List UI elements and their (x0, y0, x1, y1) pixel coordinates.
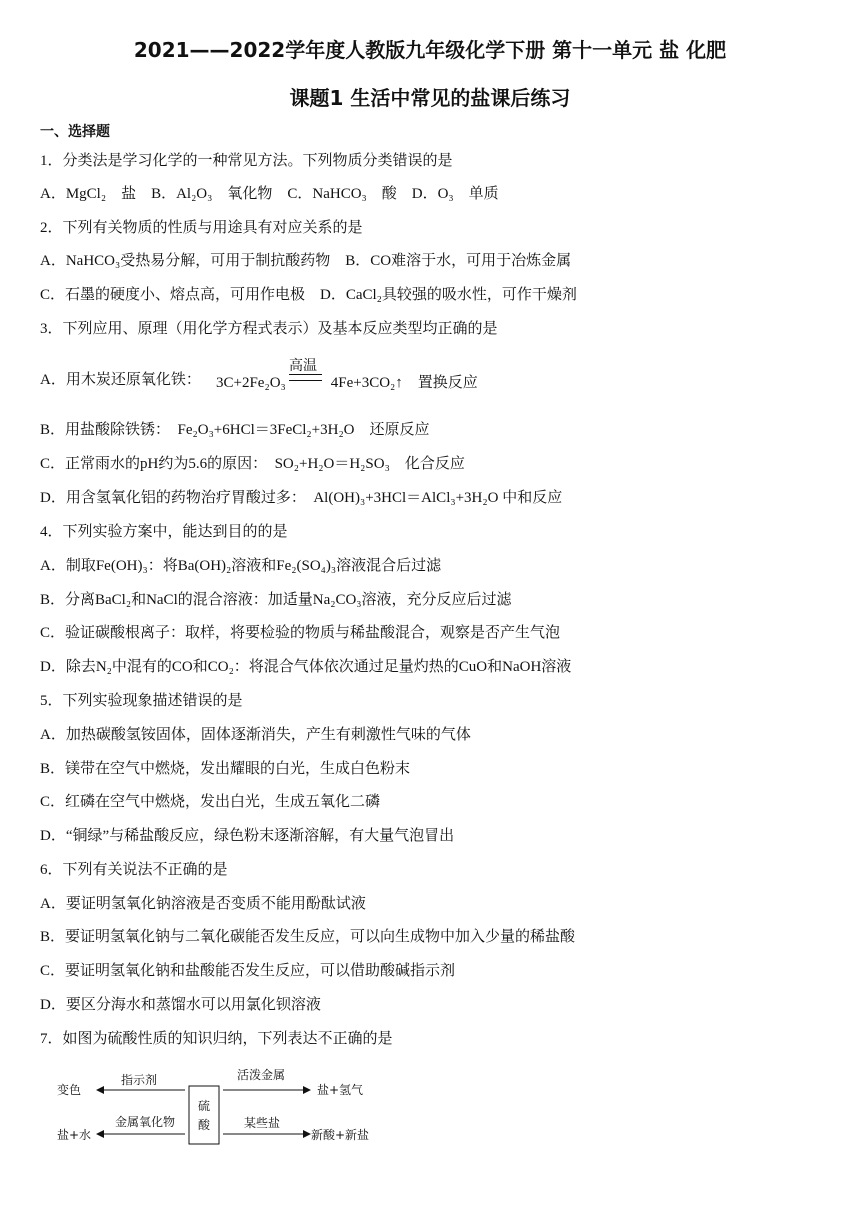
label-active-metal: 活泼金属 (236, 1068, 286, 1082)
q5-stem: 5．下列实验现象描述错误的是 (40, 693, 243, 709)
q3-option-a-equation: 3C+2Fe₂O₃ 4Fe+3CO₂↑ 置换反应 (216, 375, 478, 391)
result-color-change: 变色 (57, 1083, 82, 1097)
q6-stem: 6．下列有关说法不正确的是 (40, 862, 228, 878)
q2-stem: 2．下列有关物质的性质与用途具有对应关系的是 (40, 220, 363, 236)
q1-stem: 1．分类法是学习化学的一种常见方法。下列物质分类错误的是 (40, 153, 453, 169)
label-indicator: 指示剂 (120, 1073, 158, 1087)
q2-options-cd: C．石墨的硬度小、熔点高，可用作电极 D．CaCl₂具较强的吸水性，可作干燥剂 (40, 287, 577, 303)
result-salt-water: 盐+水 (57, 1128, 92, 1142)
result-salt-hydrogen: 盐+氢气 (317, 1083, 364, 1097)
sulfuric-acid-diagram (55, 1062, 395, 1152)
q1-options: A．MgCl₂ 盐 B．Al₂O₃ 氧化物 C．NaHCO₃ 酸 D．O₃ 单质 (40, 186, 499, 202)
q4-option-d: D．除去N₂中混有的CO和CO₂：将混合气体依次通过足量灼热的CuO和NaOH溶液 (40, 659, 572, 675)
q3-option-c: C．正常雨水的pH约为5.6的原因： SO₂+H₂O＝H₂SO₃ 化合反应 (40, 456, 465, 472)
q3-option-b: B．用盐酸除铁锈： Fe₂O₃+6HCl＝3FeCl₂+3H₂O 还原反应 (40, 422, 430, 438)
page-subtitle: 课题1 生活中常见的盐课后练习 (289, 86, 571, 110)
q6-option-c: C．要证明氢氧化钠和盐酸能否发生反应，可以借助酸碱指示剂 (40, 963, 456, 979)
section-heading: 一、选择题 (40, 124, 110, 140)
q5-option-b: B．镁带在空气中燃烧，发出耀眼的白光，生成白色粉末 (40, 761, 411, 777)
q5-option-a: A．加热碳酸氢铵固体，固体逐渐消失，产生有刺激性气味的气体 (40, 727, 471, 743)
q4-option-c: C．验证碳酸根离子：取样，将要检验的物质与稀盐酸混合，观察是否产生气泡 (40, 625, 561, 641)
label-some-salts: 某些盐 (243, 1116, 281, 1130)
result-new-acid-salt: 新酸+新盐 (311, 1128, 370, 1142)
q2-options-ab: A．NaHCO₃受热易分解，可用于制抗酸药物 B．CO难溶于水，可用于冶炼金属 (40, 253, 572, 269)
q6-option-b: B．要证明氢氧化钠与二氧化碳能否发生反应，可以向生成物中加入少量的稀盐酸 (40, 929, 576, 945)
q5-option-d: D．“铜绿”与稀盐酸反应，绿色粉末逐渐溶解，有大量气泡冒出 (40, 828, 455, 844)
acid-label-char2: 酸 (197, 1118, 211, 1132)
label-metal-oxide: 金属氧化物 (114, 1115, 176, 1129)
acid-box (189, 1086, 219, 1144)
q4-option-a: A．制取Fe(OH)₃：将Ba(OH)₂溶液和Fe₂(SO₄)₃溶液混合后过滤 (40, 558, 442, 574)
q4-stem: 4．下列实验方案中，能达到目的的是 (40, 524, 288, 540)
acid-label-char1: 硫 (197, 1099, 211, 1113)
q5-option-c: C．红磷在空气中燃烧，发出白光，生成五氧化二磷 (40, 794, 381, 810)
q3-option-d: D．用含氢氧化铝的药物治疗胃酸过多： Al(OH)₃+3HCl＝AlCl₃+3H₂O 中和反应 (40, 490, 563, 506)
q3-stem: 3．下列应用、原理（用化学方程式表示）及基本反应类型均正确的是 (40, 321, 498, 337)
q7-stem: 7．如图为硫酸性质的知识归纳，下列表达不正确的是 (40, 1031, 393, 1047)
q6-option-a: A．要证明氢氧化钠溶液是否变质不能用酚酞试液 (40, 896, 366, 912)
q3-option-a-label: A．用木炭还原氧化铁： (40, 372, 201, 388)
q4-option-b: B．分离BaCl₂和NaCl的混合溶液：加适量Na₂CO₃溶液，充分反应后过滤 (40, 592, 512, 608)
page-title: 2021——2022学年度人教版九年级化学下册 第十一单元 盐 化肥 (133, 38, 727, 62)
q6-option-d: D．要区分海水和蒸馏水可以用氯化钡溶液 (40, 997, 321, 1013)
q3-reaction-condition: 高温 (289, 359, 317, 374)
